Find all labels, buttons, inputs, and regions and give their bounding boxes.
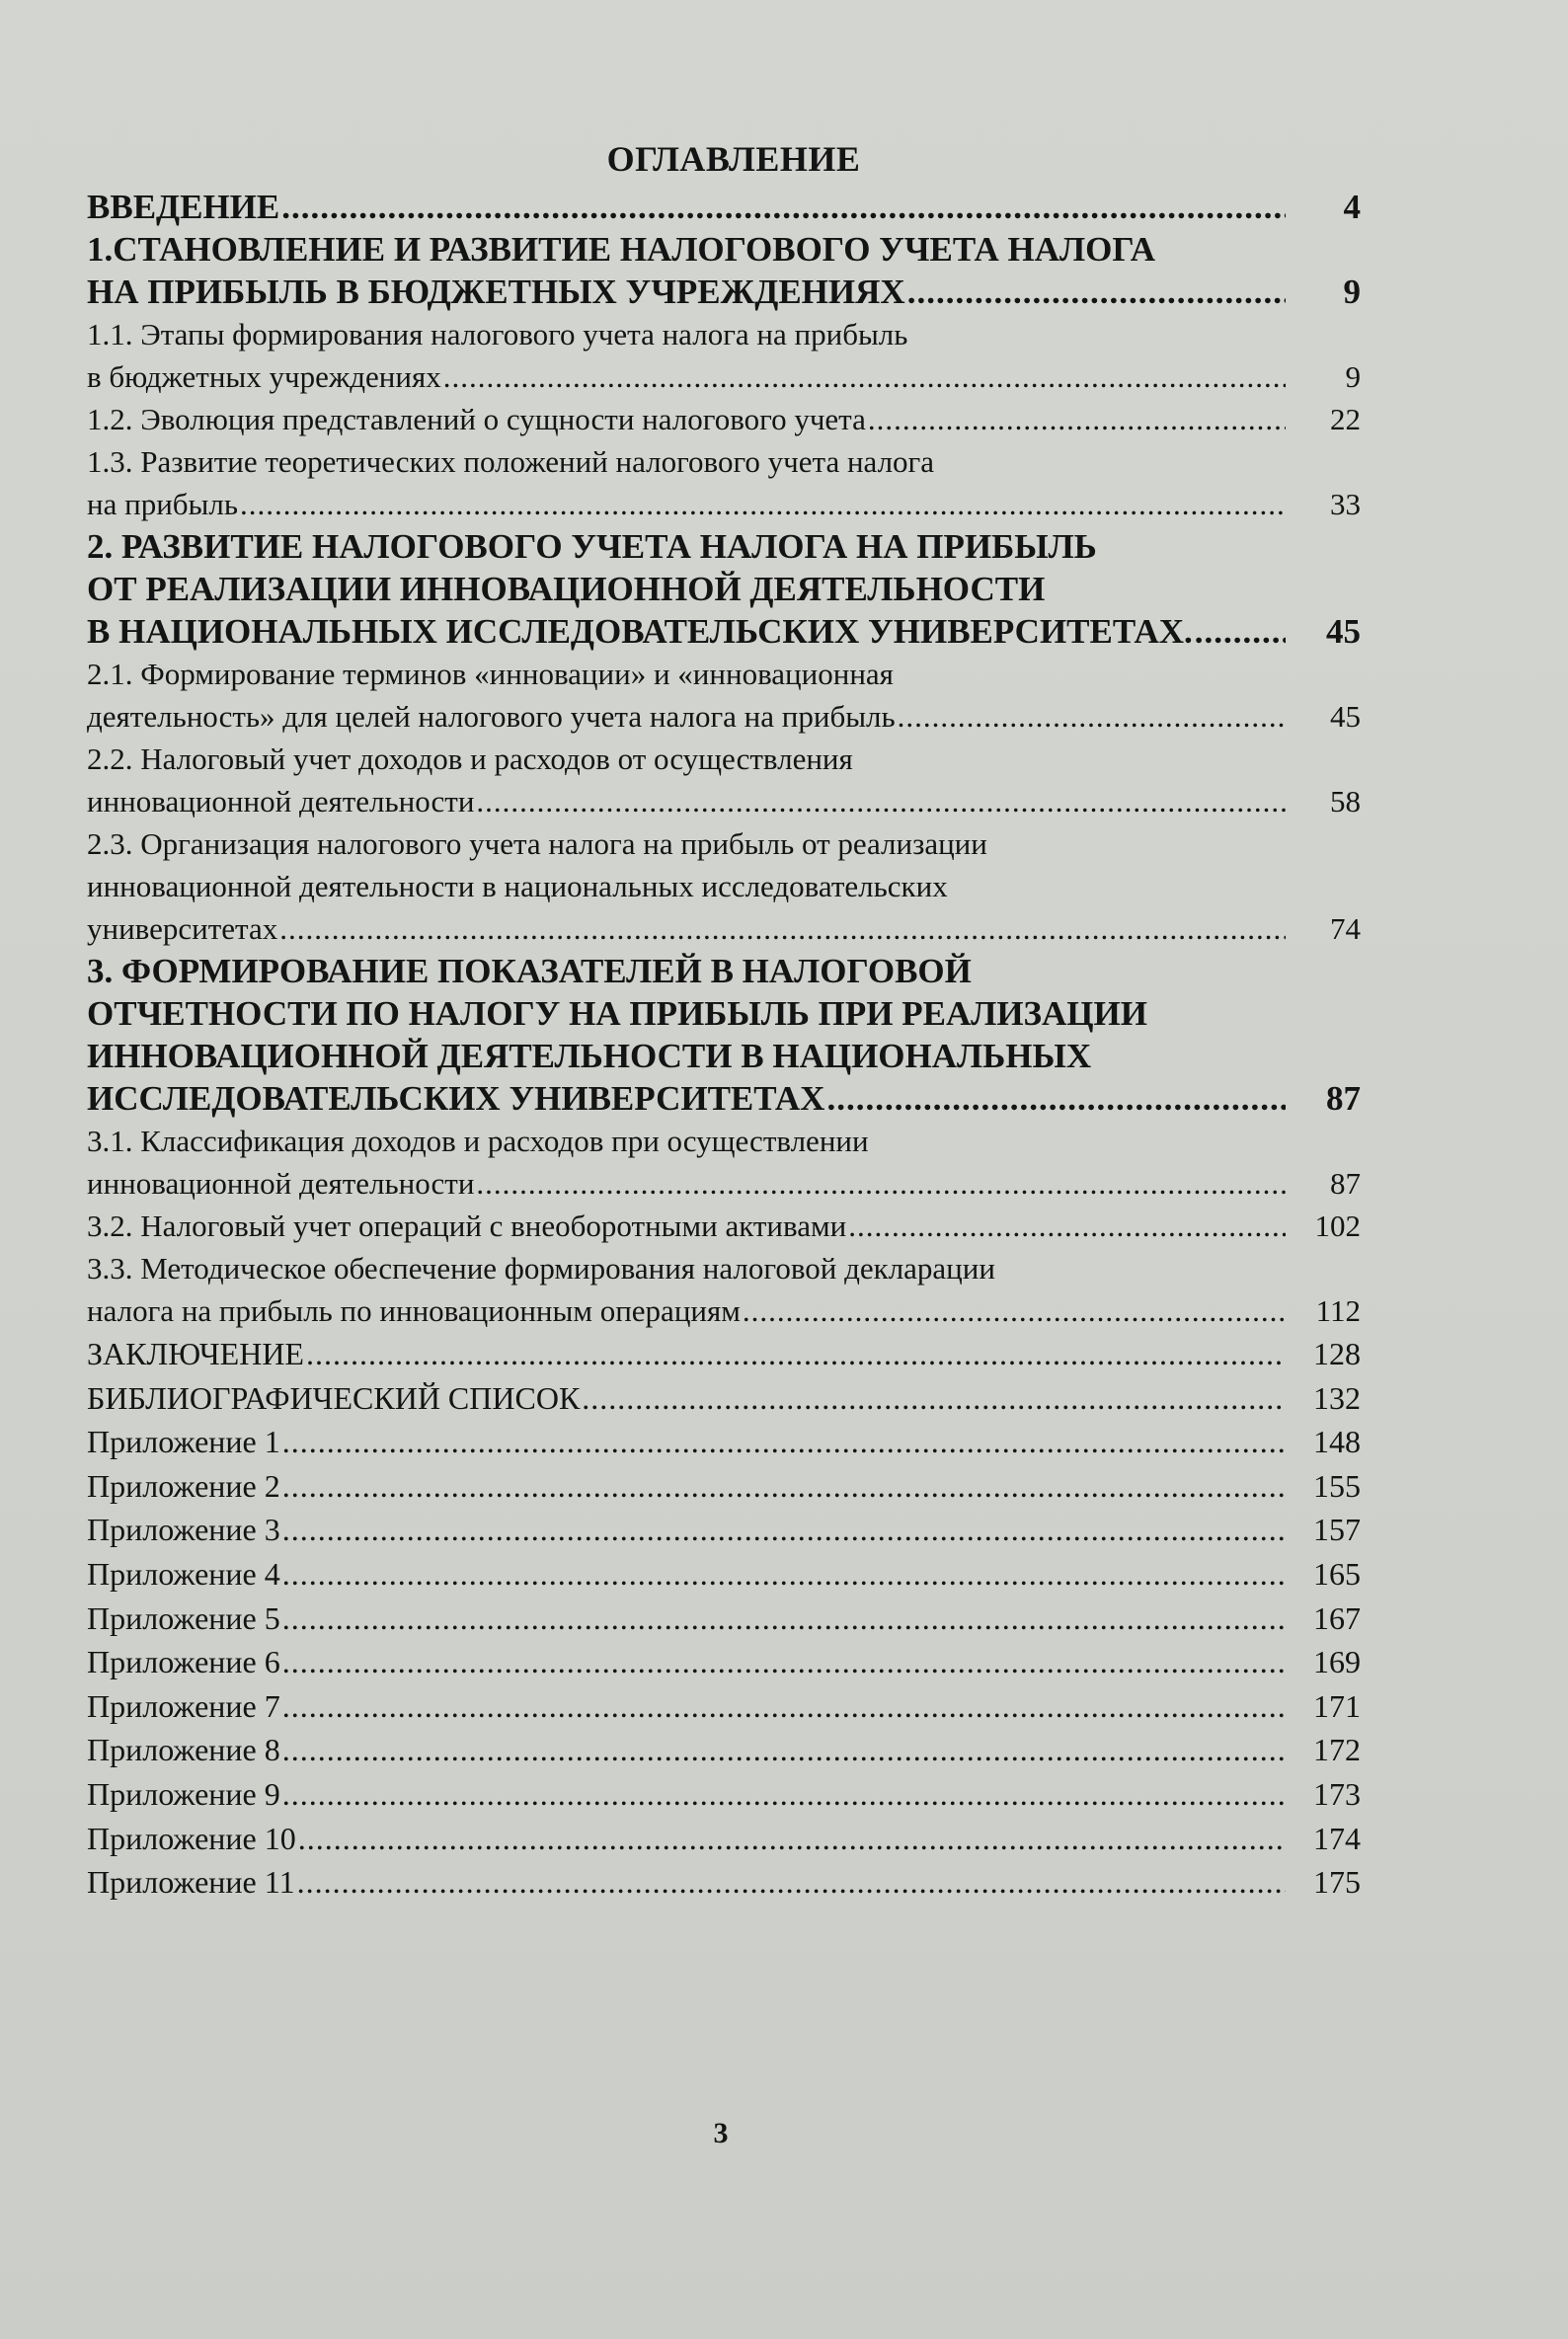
toc-entry-row: [87, 1289, 1361, 1332]
toc-page-number: 128: [1313, 1336, 1361, 1371]
toc-entry-text: 3.2. Налоговый учет операций с внеоборотными активами: [87, 1208, 847, 1243]
toc-entry-text: в бюджетных учреждениях: [87, 359, 441, 394]
dot-leader: [297, 1860, 1286, 1905]
toc-entry-row: [87, 1376, 1361, 1421]
toc-entry-text: Приложение 1: [87, 1424, 280, 1460]
toc-entry: [87, 1860, 1361, 1905]
toc-entry: [87, 313, 1361, 398]
dot-leader: [868, 398, 1286, 440]
toc-entry-row: [87, 695, 1361, 738]
toc-title: ОГЛАВЛЕНИЕ: [606, 139, 861, 179]
toc-entry-text: Приложение 9: [87, 1775, 280, 1812]
toc-entry: [87, 950, 1361, 1120]
toc-entry-text: Приложение 7: [87, 1687, 280, 1724]
dot-leader: [826, 1077, 1286, 1120]
toc-page-number: 157: [1313, 1512, 1361, 1548]
toc-entry-row: [87, 1464, 1361, 1509]
toc-entry-text: Приложение 10: [87, 1820, 296, 1856]
toc-page-number: 175: [1313, 1864, 1361, 1901]
toc-entry: [87, 440, 1361, 525]
toc-entry: [87, 1205, 1361, 1247]
toc-entry: [87, 1247, 1361, 1332]
dot-leader: [282, 1508, 1286, 1552]
toc-page-number: 132: [1313, 1379, 1361, 1416]
toc-entry-text: 2.2. Налоговый учет доходов и расходов от осуществления: [87, 741, 853, 776]
toc-entry-row: [87, 1205, 1361, 1247]
toc-entry-row: [87, 398, 1361, 440]
toc-entry-text: Приложение 2: [87, 1467, 280, 1504]
toc-entry-row: [87, 186, 1361, 228]
toc-entry: [87, 525, 1361, 653]
toc-entry: [87, 1376, 1361, 1421]
toc-entry-row: [87, 1077, 1361, 1120]
dot-leader: [282, 1772, 1286, 1817]
toc-entry-text: ВВЕДЕНИЕ: [87, 188, 280, 226]
toc-entry-text: на прибыль: [87, 487, 238, 521]
toc-entry-row: [87, 1728, 1361, 1772]
toc-entry: [87, 1508, 1361, 1552]
toc-entry-text: Приложение 6: [87, 1644, 280, 1680]
toc-entry-text: ИССЛЕДОВАТЕЛЬСКИХ УНИВЕРСИТЕТАХ: [87, 1079, 825, 1118]
toc-entry-text: Приложение 8: [87, 1732, 280, 1768]
toc-entry: [87, 1120, 1361, 1205]
toc-entry-text: Приложение 4: [87, 1555, 280, 1592]
toc-entry-text: БИБЛИОГРАФИЧЕСКИЙ СПИСОК: [87, 1379, 581, 1416]
toc-page-number: 9: [1343, 273, 1361, 311]
table-of-contents: [87, 138, 1361, 1905]
toc-page-number: 58: [1330, 784, 1361, 819]
toc-entry: [87, 186, 1361, 228]
toc-entry: [87, 1684, 1361, 1729]
toc-entry-text: университетах: [87, 911, 278, 946]
toc-entry-text: ИННОВАЦИОННОЙ ДЕЯТЕЛЬНОСТИ В НАЦИОНАЛЬНЫХ: [87, 1037, 1092, 1075]
toc-page-number: 87: [1330, 1166, 1361, 1201]
toc-entry-text: инновационной деятельности: [87, 784, 475, 819]
dot-leader: [282, 1684, 1286, 1729]
toc-page-number: 22: [1330, 402, 1361, 436]
toc-entry-text: ЗАКЛЮЧЕНИЕ: [87, 1336, 304, 1371]
toc-entry-row: [87, 1640, 1361, 1684]
toc-entry: [87, 738, 1361, 822]
toc-entry-text: НА ПРИБЫЛЬ В БЮДЖЕТНЫХ УЧРЕЖДЕНИЯХ: [87, 273, 905, 311]
toc-entry-text: ОТЧЕТНОСТИ ПО НАЛОГУ НА ПРИБЫЛЬ ПРИ РЕАЛИЗАЦИИ: [87, 994, 1147, 1033]
dot-leader: [282, 1420, 1286, 1464]
toc-entry: [87, 228, 1361, 313]
toc-entry: [87, 1332, 1361, 1376]
dot-leader: [282, 1728, 1286, 1772]
toc-entry-text: 1.3. Развитие теоретических положений налогового учета налога: [87, 444, 935, 479]
toc-page-number: 174: [1313, 1820, 1361, 1856]
toc-entry-text: 3.3. Методическое обеспечение формирования налоговой декларации: [87, 1251, 995, 1286]
toc-page-number: 148: [1313, 1424, 1361, 1460]
toc-page-number: 112: [1315, 1293, 1361, 1328]
toc-entry-text: инновационной деятельности в национальных исследовательских: [87, 869, 948, 903]
toc-page-number: 172: [1313, 1732, 1361, 1768]
toc-entry: [87, 1772, 1361, 1817]
toc-page-number: 169: [1313, 1644, 1361, 1680]
toc-page-number: 74: [1330, 911, 1361, 946]
toc-entry-text: 2.1. Формирование терминов «инновации» и «инновационная: [87, 657, 894, 691]
dot-leader: [898, 695, 1286, 738]
toc-entry-row: [87, 780, 1361, 822]
dot-leader: [476, 780, 1286, 822]
toc-entry: [87, 1597, 1361, 1641]
dot-leader: [282, 1464, 1286, 1509]
toc-entry: [87, 1420, 1361, 1464]
toc-page-number: 167: [1313, 1599, 1361, 1636]
dot-leader: [582, 1376, 1286, 1421]
toc-entry-row: [87, 483, 1361, 525]
toc-entry-row: [87, 1552, 1361, 1597]
toc-entry-text: Приложение 5: [87, 1599, 280, 1636]
toc-entries: [87, 186, 1361, 1905]
toc-page-number: 171: [1313, 1687, 1361, 1724]
dot-leader: [282, 1597, 1286, 1641]
dot-leader: [848, 1205, 1286, 1247]
dot-leader: [743, 1289, 1286, 1332]
toc-entry-row: [87, 355, 1361, 398]
toc-entry-row: [87, 1772, 1361, 1817]
toc-page-number: 155: [1313, 1467, 1361, 1504]
toc-page-number: 9: [1345, 359, 1361, 394]
toc-entry: [87, 398, 1361, 440]
dot-leader: [476, 1162, 1286, 1205]
page-number: 3: [713, 2117, 729, 2149]
toc-page-number: 4: [1343, 188, 1361, 226]
toc-entry: [87, 1464, 1361, 1509]
dot-leader: [279, 907, 1286, 950]
toc-entry-row: [87, 1508, 1361, 1552]
toc-entry-row: [87, 1332, 1361, 1376]
toc-entry-text: ОТ РЕАЛИЗАЦИИ ИННОВАЦИОННОЙ ДЕЯТЕЛЬНОСТИ: [87, 570, 1046, 608]
dot-leader: [281, 186, 1286, 228]
toc-entry-row: [87, 1597, 1361, 1641]
toc-entry: [87, 653, 1361, 738]
toc-entry-text: 1.2. Эволюция представлений о сущности налогового учета: [87, 402, 866, 436]
toc-entry-row: [87, 1684, 1361, 1729]
toc-entry-text: В НАЦИОНАЛЬНЫХ ИССЛЕДОВАТЕЛЬСКИХ УНИВЕРСИТЕТАХ.: [87, 612, 1193, 651]
toc-entry-text: Приложение 11: [87, 1864, 295, 1901]
toc-entry-row: [87, 1817, 1361, 1861]
toc-entry: [87, 1552, 1361, 1597]
toc-page-number: 45: [1330, 699, 1361, 734]
toc-entry-row: [87, 1162, 1361, 1205]
toc-entry-row: [87, 907, 1361, 950]
toc-entry: [87, 822, 1361, 950]
dot-leader: [282, 1552, 1286, 1597]
toc-entry-text: инновационной деятельности: [87, 1166, 475, 1201]
dot-leader: [1195, 610, 1286, 653]
toc-entry-text: 3.1. Классификация доходов и расходов при осуществлении: [87, 1124, 869, 1158]
toc-entry-text: деятельность» для целей налогового учета налога на прибыль: [87, 699, 896, 734]
toc-entry-text: Приложение 3: [87, 1512, 280, 1548]
toc-entry-text: 3. ФОРМИРОВАНИЕ ПОКАЗАТЕЛЕЙ В НАЛОГОВОЙ: [87, 952, 972, 990]
toc-page-number: 33: [1330, 487, 1361, 521]
dot-leader: [282, 1640, 1286, 1684]
toc-page-number: 45: [1326, 612, 1361, 651]
toc-entry-text: 2.3. Организация налогового учета налога на прибыль от реализации: [87, 826, 987, 861]
toc-entry-text: налога на прибыль по инновационным операциям: [87, 1293, 741, 1328]
toc-entry-row: [87, 271, 1361, 313]
toc-entry-text: 1.СТАНОВЛЕНИЕ И РАЗВИТИЕ НАЛОГОВОГО УЧЕТА НАЛОГА: [87, 230, 1156, 269]
toc-entry-row: [87, 610, 1361, 653]
dot-leader: [443, 355, 1286, 398]
toc-page-number: 173: [1313, 1775, 1361, 1812]
dot-leader: [306, 1332, 1286, 1376]
toc-entry-row: [87, 1860, 1361, 1905]
toc-entry-text: 2. РАЗВИТИЕ НАЛОГОВОГО УЧЕТА НАЛОГА НА ПРИБЫЛЬ: [87, 527, 1097, 566]
toc-entry-row: [87, 1420, 1361, 1464]
toc-page-number: 165: [1313, 1555, 1361, 1592]
toc-entry-text: 1.1. Этапы формирования налогового учета налога на прибыль: [87, 317, 908, 351]
toc-entry: [87, 1728, 1361, 1772]
dot-leader: [298, 1817, 1286, 1861]
dot-leader: [240, 483, 1286, 525]
toc-entry: [87, 1640, 1361, 1684]
dot-leader: [907, 271, 1286, 313]
toc-page-number: 87: [1326, 1079, 1361, 1118]
toc-entry: [87, 1817, 1361, 1861]
toc-page-number: 102: [1314, 1208, 1361, 1243]
